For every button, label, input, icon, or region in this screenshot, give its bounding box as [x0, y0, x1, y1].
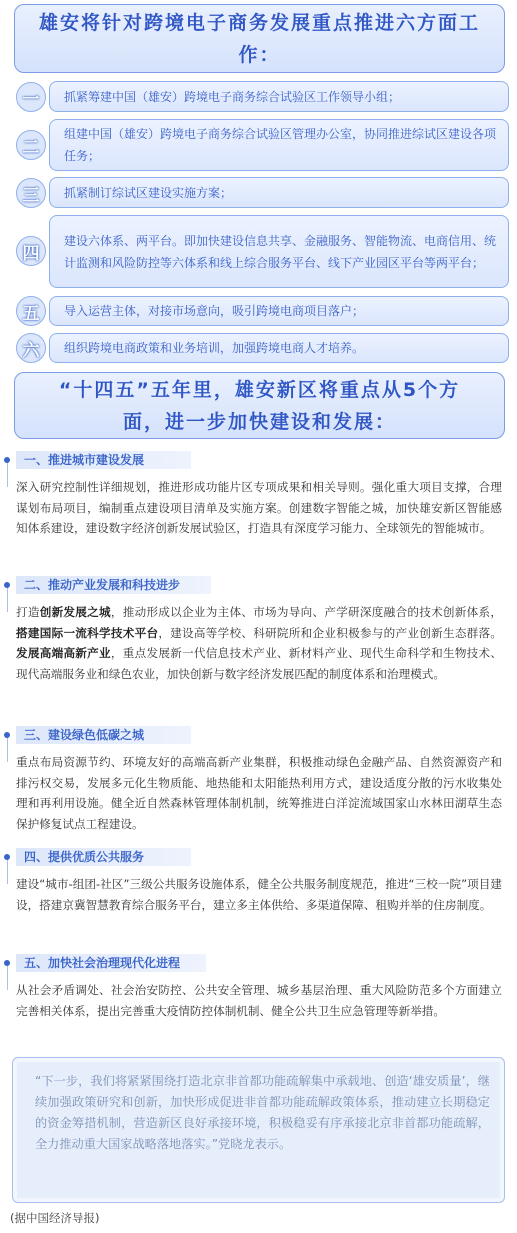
section-body: 深入研究控制性详细规划，推进形成功能片区专项成果和相关导则。强化重大项目支撑，合理谋划布局项目，编制重点建设项目清单及实施方案。创建数字智能之城，加快雄安新区智能感知体系建设，建设数字经济创新发展试验区，打造具有深度学习能力、全球领先的智能城市。 — [16, 480, 502, 535]
number-badge: 四 — [16, 236, 46, 266]
section-body: 打造创新发展之城，推动形成以企业为主体、市场为导向、产学研深度融合的技术创新体系，搭建国际一流科学技术平台，建设高等学校、科研院所和企业积极参与的产业创新生态群落。发展高端高新产业，重点发展新一代信息技术产业、新材料产业、现代生命科学和生物技术、现代高端服务业和绿色农业，加快创新与数字经济发展匹配的制度体系和治理模式。 — [16, 605, 502, 681]
divider — [7, 860, 8, 884]
section-body: 建设“城市-组团-社区”三级公共服务设施体系，健全公共服务制度规范，推进“三校一院”项目建设，搭建京冀智慧教育综合服务平台，建立多主体供给、多渠道保障、租购并举的住房制度。 — [16, 877, 502, 912]
bold-phrase: 搭建国际一流科学技术平台 — [16, 625, 159, 640]
section-body: 重点布局资源节约、环境友好的高端高新产业集群，积极推动绿色金融产品、自然资源资产和排污权交易，发展多元化生物质能、地热能和太阳能热利用方式，建设适度分散的污水收集处理和再利用设施。健全近自然森林管理体制机制，统筹推进白洋淀流域国家山水林田湖草生态保护修复试点工程建设。 — [16, 755, 502, 831]
section-body: 从社会矛盾调处、社会治安防控、公共安全管理、城乡基层治理、重大风险防范多个方面建立完善相关体系，提出完善重大疫情防控体制机制、健全公共卫生应急管理等新举措。 — [16, 983, 502, 1018]
list-item-text: 组建中国（雄安）跨境电子商务综合试验区管理办公室，协同推进综试区建设各项任务； — [49, 119, 509, 171]
section-heading: 二、推动产业发展和科技进步 — [16, 576, 211, 594]
quote-box: “下一步，我们将紧紧围绕打造北京非首都功能疏解集中承载地、创造‘雄安质量’，继续加强政策研究和创新，加快形成促进非首都功能疏解政策体系，推动建立长期稳定的资金筹措机制，营造新区良好承接环境，积极稳妥有序承接北京非首都功能疏解，全力推动重大国家战略落地落实。”党晓龙表示。 — [12, 1057, 505, 1203]
title-six-aspects: 雄安将针对跨境电子商务发展重点推进六方面工作： — [14, 4, 505, 73]
number-badge: 六 — [16, 333, 46, 363]
section-heading: 五、加快社会治理现代化进程 — [16, 954, 206, 972]
divider — [7, 966, 8, 990]
list-item — [16, 81, 509, 112]
divider — [7, 738, 8, 762]
list-item — [16, 119, 509, 171]
list-item-text: 抓紧筹建中国（雄安）跨境电子商务综合试验区工作领导小组； — [49, 81, 509, 112]
source-credit: (据中国经济导报) — [10, 1211, 100, 1225]
list-item-text: 导入运营主体，对接市场意向，吸引跨境电商项目落户； — [49, 296, 509, 326]
number-badge: 三 — [16, 178, 46, 208]
section-heading: 三、建设绿色低碳之城 — [16, 726, 191, 744]
number-badge: 一 — [16, 82, 46, 112]
number-badge: 二 — [16, 130, 46, 160]
list-item-text: 建设六体系、两平台。即加快建设信息共享、金融服务、智能物流、电商信用、统计监测和风险防控等六体系和线上综合服务平台、线下产业园区平台等两平台； — [49, 215, 509, 288]
divider — [7, 588, 8, 612]
list-item — [16, 296, 509, 326]
section-heading: 四、提供优质公共服务 — [16, 848, 191, 866]
divider — [7, 463, 8, 487]
list-item-text: 组织跨境电商政策和业务培训，加强跨境电商人才培养。 — [49, 333, 509, 363]
bold-phrase: 发展高端高新产业 — [16, 646, 111, 660]
list-item — [16, 177, 509, 208]
bold-phrase: 创新发展之城 — [39, 605, 111, 619]
list-item-text: 抓紧制订综试区建设实施方案； — [49, 177, 509, 208]
number-badge: 五 — [16, 296, 46, 326]
list-item — [16, 333, 509, 363]
title-five-aspects: “十四五”五年里，雄安新区将重点从5个方面，进一步加快建设和发展： — [14, 372, 505, 439]
list-item — [16, 215, 509, 288]
section-heading: 一、推进城市建设发展 — [16, 451, 191, 469]
